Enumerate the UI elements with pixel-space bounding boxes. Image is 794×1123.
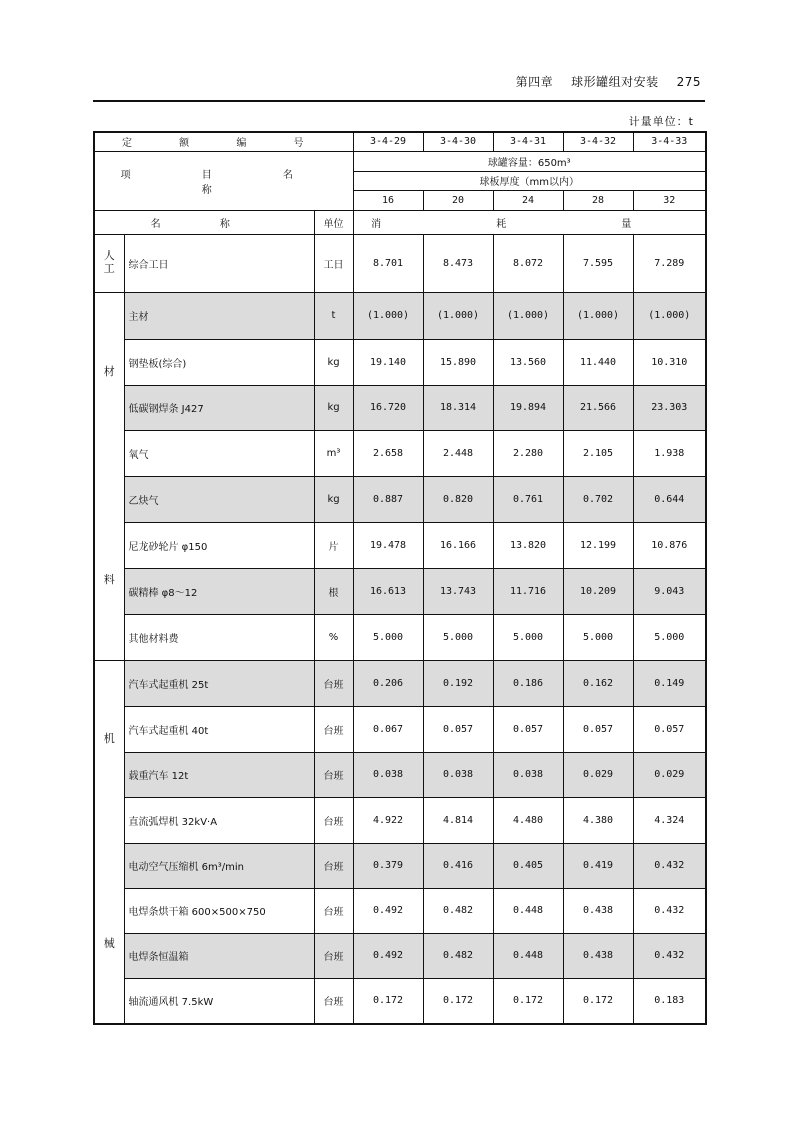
consumption-value: 0.029 — [633, 752, 706, 797]
consumption-value: 0.186 — [493, 660, 563, 706]
quota-code: 3-4-32 — [563, 132, 633, 151]
item-name: 氧气 — [124, 430, 314, 476]
item-name: 碳精棒 φ8～12 — [124, 568, 314, 614]
consumption-value: 9.043 — [633, 568, 706, 614]
consumption-value: 0.820 — [423, 476, 493, 522]
item-unit: kg — [314, 385, 353, 430]
thickness-value: 20 — [423, 190, 493, 210]
header-rule — [93, 100, 705, 102]
consumption-value: 0.149 — [633, 660, 706, 706]
item-name-label: 项 目 名 称 — [94, 151, 353, 210]
item-name: 载重汽车 12t — [124, 752, 314, 797]
table-row — [94, 522, 706, 568]
consumption-value: 0.206 — [353, 660, 423, 706]
table-row — [94, 476, 706, 522]
consumption-value: 12.199 — [563, 522, 633, 568]
table-row — [94, 234, 706, 292]
table-row — [94, 978, 706, 1024]
consumption-value: 19.894 — [493, 385, 563, 430]
item-unit: 片 — [314, 522, 353, 568]
name-column-header: 名 称 — [94, 210, 314, 234]
category-char: 人 — [103, 249, 115, 262]
consumption-value: 23.303 — [633, 385, 706, 430]
consumption-value: 1.938 — [633, 430, 706, 476]
table-row — [94, 752, 706, 797]
consumption-value: 0.432 — [633, 933, 706, 978]
consumption-value: 19.140 — [353, 339, 423, 385]
consumption-value: 0.172 — [563, 978, 633, 1024]
consumption-value: 0.405 — [493, 843, 563, 888]
item-unit: 台班 — [314, 752, 353, 797]
consumption-value: 16.613 — [353, 568, 423, 614]
consumption-value: 4.480 — [493, 797, 563, 843]
consumption-value: 0.172 — [423, 978, 493, 1024]
consumption-value: (1.000) — [633, 292, 706, 339]
item-unit: 台班 — [314, 843, 353, 888]
consumption-value: 16.166 — [423, 522, 493, 568]
table-row — [94, 568, 706, 614]
consumption-value: 0.432 — [633, 888, 706, 933]
table-row — [94, 339, 706, 385]
consumption-value: 4.324 — [633, 797, 706, 843]
item-unit: % — [314, 614, 353, 660]
item-name: 轴流通风机 7.5kW — [124, 978, 314, 1024]
item-name: 直流弧焊机 32kV·A — [124, 797, 314, 843]
consumption-value: 0.379 — [353, 843, 423, 888]
table-row — [94, 888, 706, 933]
consumption-value: 2.448 — [423, 430, 493, 476]
item-unit: 台班 — [314, 978, 353, 1024]
category-char: 料 — [103, 572, 115, 586]
consumption-value: 11.716 — [493, 568, 563, 614]
consumption-value: 21.566 — [563, 385, 633, 430]
quota-code: 3-4-33 — [633, 132, 706, 151]
page-header — [93, 73, 705, 93]
item-unit: 台班 — [314, 888, 353, 933]
category-cell — [94, 292, 124, 660]
quota-number-label: 定 额 编 号 — [94, 132, 353, 151]
consumption-value: 2.280 — [493, 430, 563, 476]
consumption-value: 16.720 — [353, 385, 423, 430]
consumption-value: 0.029 — [563, 752, 633, 797]
consumption-value: 0.438 — [563, 888, 633, 933]
quota-code: 3-4-31 — [493, 132, 563, 151]
consumption-value: 15.890 — [423, 339, 493, 385]
thickness-value: 16 — [353, 190, 423, 210]
consumption-value: 4.380 — [563, 797, 633, 843]
consumption-value: 0.432 — [633, 843, 706, 888]
item-name: 钢垫板(综合) — [124, 339, 314, 385]
item-name: 电焊条烘干箱 600×500×750 — [124, 888, 314, 933]
table-row — [94, 430, 706, 476]
item-name: 低碳钢焊条 J427 — [124, 385, 314, 430]
consumption-value: 0.482 — [423, 933, 493, 978]
item-name: 汽车式起重机 40t — [124, 706, 314, 752]
consumption-value: 0.492 — [353, 888, 423, 933]
item-unit: 台班 — [314, 660, 353, 706]
consumption-value: 5.000 — [563, 614, 633, 660]
consumption-value: 10.876 — [633, 522, 706, 568]
plate-thickness-label: 球板厚度（mm以内） — [353, 171, 706, 190]
consumption-value: 0.183 — [633, 978, 706, 1024]
consumption-value: 10.310 — [633, 339, 706, 385]
consumption-value: 8.701 — [353, 234, 423, 292]
page-number: 275 — [676, 75, 701, 89]
item-unit: t — [314, 292, 353, 339]
item-unit: m³ — [314, 430, 353, 476]
thickness-value: 24 — [493, 190, 563, 210]
consumption-value: 0.492 — [353, 933, 423, 978]
consumption-value: 0.172 — [353, 978, 423, 1024]
consumption-value: 4.814 — [423, 797, 493, 843]
item-unit: kg — [314, 339, 353, 385]
category-cell — [94, 234, 124, 292]
consumption-value: 0.057 — [563, 706, 633, 752]
consumption-value: 0.702 — [563, 476, 633, 522]
consumption-header: 消 耗 量 — [353, 210, 706, 234]
consumption-value: 0.761 — [493, 476, 563, 522]
consumption-value: 7.595 — [563, 234, 633, 292]
item-name: 主材 — [124, 292, 314, 339]
consumption-value: (1.000) — [423, 292, 493, 339]
consumption-value: 13.820 — [493, 522, 563, 568]
consumption-value: 0.057 — [493, 706, 563, 752]
item-name: 汽车式起重机 25t — [124, 660, 314, 706]
unit-column-header: 单位 — [314, 210, 353, 234]
consumption-value: 5.000 — [493, 614, 563, 660]
quota-code: 3-4-30 — [423, 132, 493, 151]
section-title: 球形罐组对安装 — [571, 75, 659, 89]
consumption-value: 5.000 — [423, 614, 493, 660]
consumption-value: 4.922 — [353, 797, 423, 843]
table-row — [94, 797, 706, 843]
consumption-value: 13.560 — [493, 339, 563, 385]
item-name: 其他材料费 — [124, 614, 314, 660]
consumption-value: (1.000) — [563, 292, 633, 339]
consumption-value: 11.440 — [563, 339, 633, 385]
consumption-value: 0.192 — [423, 660, 493, 706]
category-char: 工 — [103, 262, 115, 276]
table-row — [94, 614, 706, 660]
thickness-value: 28 — [563, 190, 633, 210]
running-head — [498, 73, 701, 90]
consumption-value: 0.057 — [633, 706, 706, 752]
category-char: 机 — [103, 731, 115, 745]
table-row — [94, 385, 706, 430]
consumption-value: 0.038 — [353, 752, 423, 797]
consumption-value: (1.000) — [353, 292, 423, 339]
consumption-value: 0.162 — [563, 660, 633, 706]
consumption-value: 5.000 — [353, 614, 423, 660]
consumption-value: 2.105 — [563, 430, 633, 476]
consumption-value: 5.000 — [633, 614, 706, 660]
consumption-value: 8.072 — [493, 234, 563, 292]
consumption-value: 0.887 — [353, 476, 423, 522]
consumption-value: (1.000) — [493, 292, 563, 339]
consumption-value: 18.314 — [423, 385, 493, 430]
item-name: 尼龙砂轮片 φ150 — [124, 522, 314, 568]
tank-capacity: 球罐容量：650m³ — [353, 151, 706, 171]
table-row — [94, 843, 706, 888]
consumption-value: 0.057 — [423, 706, 493, 752]
table-row — [94, 933, 706, 978]
item-name: 乙炔气 — [124, 476, 314, 522]
consumption-value: 0.448 — [493, 888, 563, 933]
consumption-value: 0.448 — [493, 933, 563, 978]
item-unit: 台班 — [314, 797, 353, 843]
consumption-value: 0.172 — [493, 978, 563, 1024]
consumption-value: 0.644 — [633, 476, 706, 522]
consumption-value: 8.473 — [423, 234, 493, 292]
category-char: 械 — [103, 937, 115, 951]
consumption-value: 0.482 — [423, 888, 493, 933]
chapter-label: 第四章 — [515, 75, 554, 89]
consumption-value: 0.067 — [353, 706, 423, 752]
consumption-value: 0.416 — [423, 843, 493, 888]
quota-code: 3-4-29 — [353, 132, 423, 151]
consumption-value: 19.478 — [353, 522, 423, 568]
item-unit: 台班 — [314, 933, 353, 978]
item-unit: kg — [314, 476, 353, 522]
consumption-value: 7.289 — [633, 234, 706, 292]
item-name: 综合工日 — [124, 234, 314, 292]
consumption-value: 0.038 — [423, 752, 493, 797]
table-row — [94, 660, 706, 706]
consumption-value: 0.438 — [563, 933, 633, 978]
consumption-value: 0.038 — [493, 752, 563, 797]
consumption-value: 0.419 — [563, 843, 633, 888]
category-cell — [94, 660, 124, 1024]
item-name: 电焊条恒温箱 — [124, 933, 314, 978]
item-name: 电动空气压缩机 6m³/min — [124, 843, 314, 888]
quota-table — [93, 131, 707, 1025]
table-row — [94, 292, 706, 339]
item-unit: 根 — [314, 568, 353, 614]
thickness-value: 32 — [633, 190, 706, 210]
consumption-value: 2.658 — [353, 430, 423, 476]
consumption-value: 13.743 — [423, 568, 493, 614]
unit-note: 计量单位：t — [628, 115, 694, 128]
consumption-value: 10.209 — [563, 568, 633, 614]
category-char: 材 — [103, 364, 115, 378]
item-unit: 工日 — [314, 234, 353, 292]
item-unit: 台班 — [314, 706, 353, 752]
table-row — [94, 706, 706, 752]
